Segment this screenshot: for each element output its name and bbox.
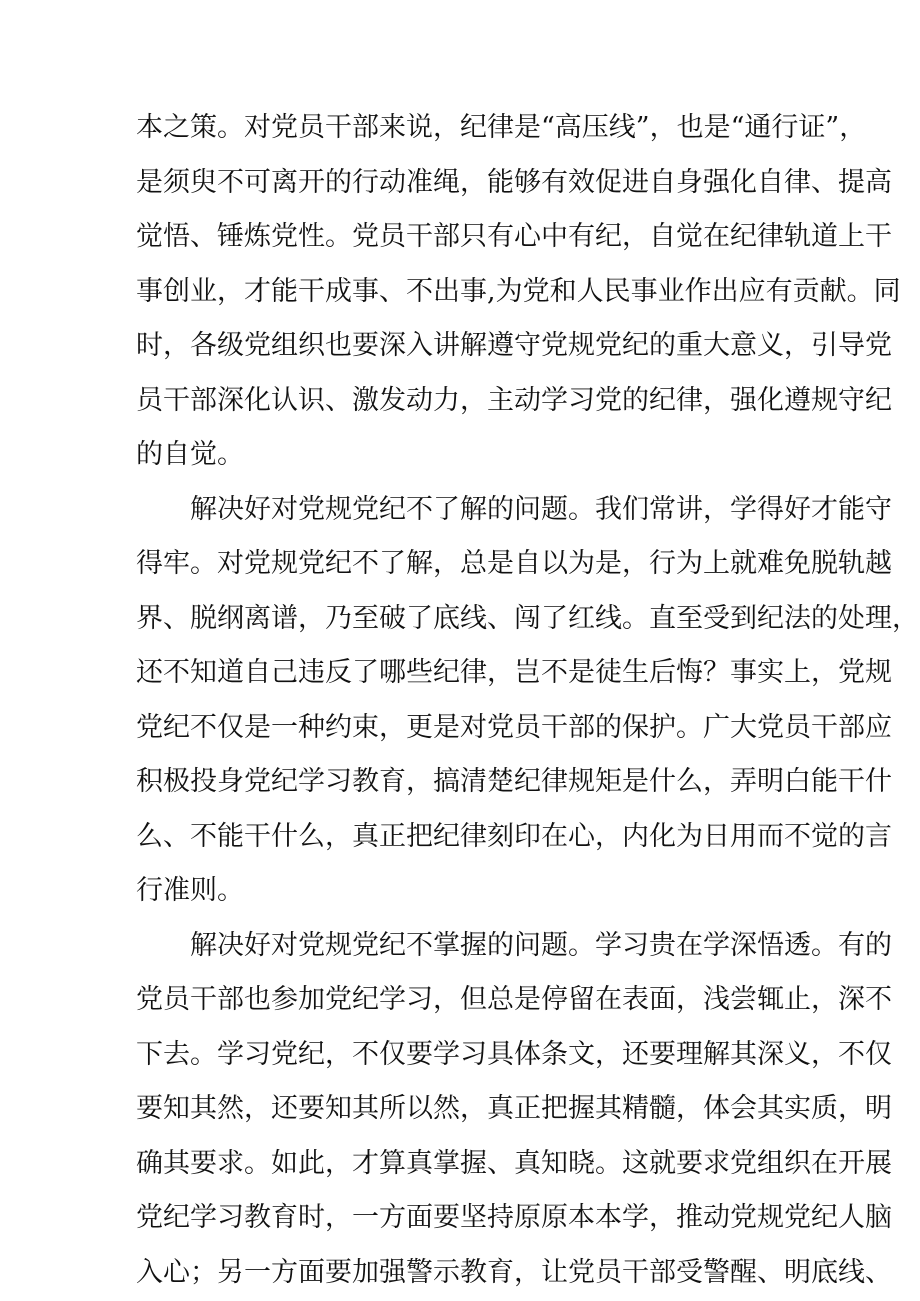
paragraph-3-line-2: 党员干部也参加党纪学习，但总是停留在表面，浅尝辄止，深不	[136, 984, 892, 1015]
document-body	[136, 101, 919, 1300]
paragraph-2-line-6: 积极投身党纪学习教育，搞清楚纪律规矩是什么，弄明白能干什	[136, 766, 892, 797]
paragraph-3-line-7: 入心；另一方面要加强警示教育，让党员干部受警醒、明底线、	[136, 1256, 892, 1288]
paragraph-3-line-4: 要知其然，还要知其所以然，真正把握其精髓，体会其实质，明	[136, 1093, 892, 1124]
paragraph-1-line-5: 时，各级党组织也要深入讲解遵守党规党纪的重大意义，引导党	[136, 330, 892, 361]
paragraph-2-line-1: 解决好对党规党纪不了解的问题。我们常讲，学得好才能守	[190, 493, 892, 525]
paragraph-3-line-6: 党纪学习教育时，一方面要坚持原原本本学，推动党规党纪人脑	[136, 1202, 892, 1233]
paragraph-1-line-6: 员干部深化认识、激发动力，主动学习党的纪律，强化遵规守纪	[136, 384, 892, 416]
paragraph-3-line-3: 下去。学习党纪，不仅要学习具体条文，还要理解其深义，不仅	[136, 1038, 892, 1070]
paragraph-2-line-3: 界、脱纲离谱，乃至破了底线、闯了红线。直至受到纪法的处理，	[136, 602, 919, 634]
paragraph-2-line-8: 行准则。	[136, 875, 244, 906]
paragraph-1-line-1: 本之策。对党员干部来说，纪律是“高压线”，也是“通行证”，	[136, 112, 867, 143]
paragraph-2-line-5: 党纪不仅是一种约束，更是对党员干部的保护。广大党员干部应	[136, 711, 892, 743]
paragraph-1-line-2: 是须臾不可离开的行动准绳，能够有效促进自身强化自律、提高	[136, 166, 892, 198]
paragraph-3-line-1: 解决好对党规党纪不掌握的问题。学习贵在学深悟透。有的	[190, 929, 892, 961]
paragraph-1-line-7: 的自觉。	[136, 439, 244, 470]
paragraph-1-line-3: 觉悟、锤炼党性。党员干部只有心中有纪，自觉在纪律轨道上干	[136, 221, 892, 252]
paragraph-3-line-5: 确其要求。如此，才算真掌握、真知晓。这就要求党组织在开展	[136, 1147, 892, 1179]
paragraph-2-line-4: 还不知道自己违反了哪些纪律，岂不是徒生后悔？事实上，党规	[136, 657, 892, 688]
paragraph-1-line-4: 事创业，才能干成事、不出事,为党和人民事业作出应有贡献。同	[136, 275, 901, 307]
paragraph-2-line-7: 么、不能干什么，真正把纪律刻印在心，内化为日用而不觉的言	[136, 820, 892, 852]
paragraph-2-line-2: 得牢。对党规党纪不了解，总是自以为是，行为上就难免脱轨越	[136, 548, 892, 579]
